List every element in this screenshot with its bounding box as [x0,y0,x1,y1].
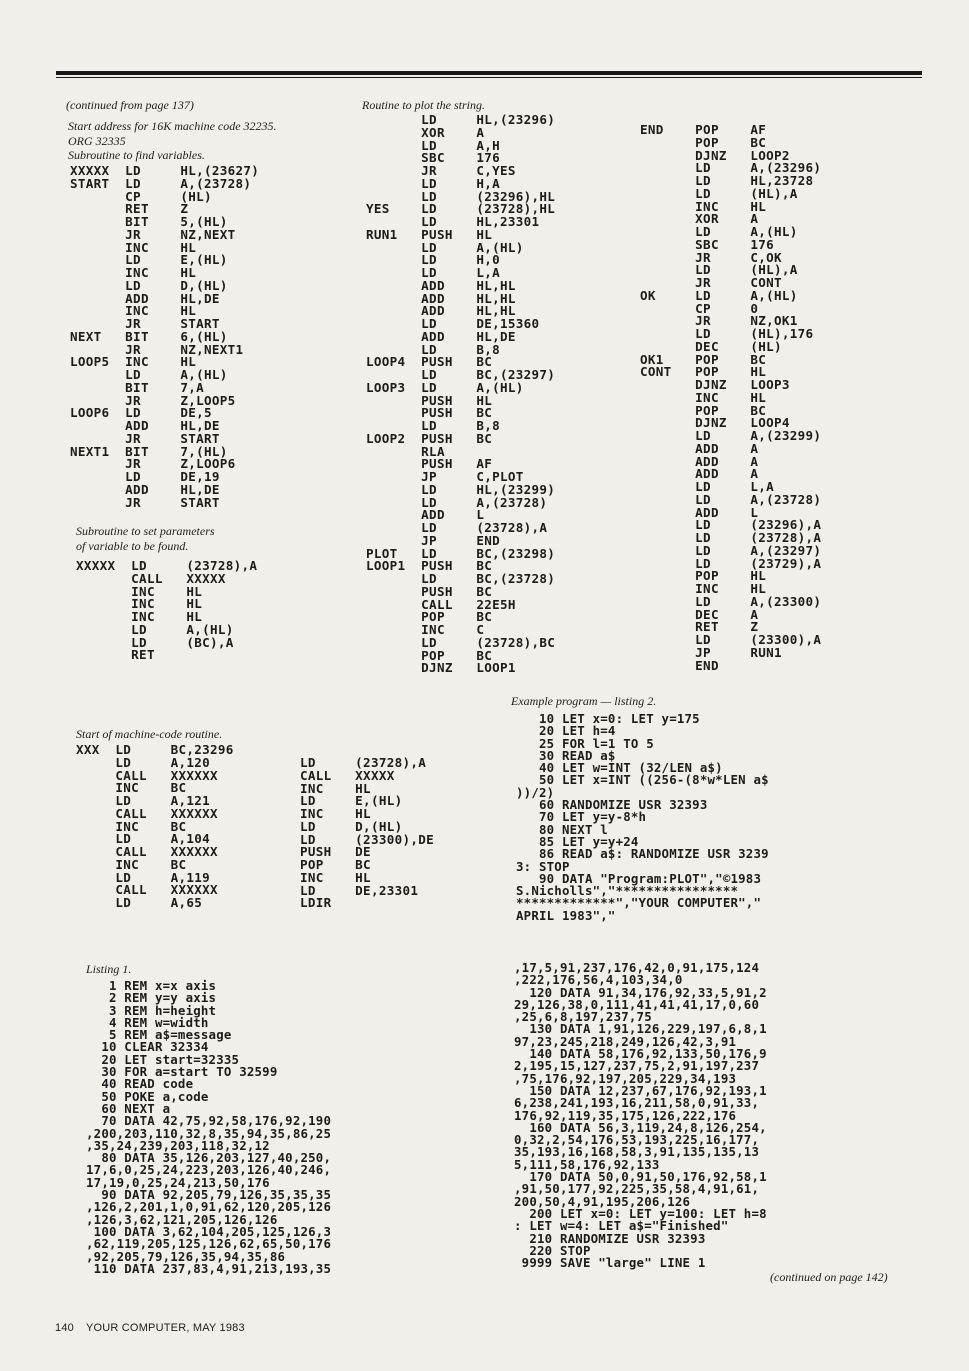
code-line: ADD A [640,466,759,482]
code-line: LD HL,(23296) [366,112,556,127]
code-line: LOOP1 PUSH BC [366,558,493,574]
page-number: 140 [55,1322,74,1334]
code-line: 30 FOR a=start TO 32599 [86,1064,278,1080]
code-line: 6,238,241,193,16,211,58,0,91,33, [514,1095,760,1111]
code-line: LD A,119 [76,869,210,885]
code-line: JR Z,LOOP5 [70,392,236,408]
code-line: 130 DATA 1,91,126,229,197,6,8,1 [514,1021,767,1037]
code-line: ,75,176,92,197,205,229,34,193 [514,1070,737,1086]
code-line: END [640,657,719,673]
code-line: INC HL [300,806,371,821]
code-line: NEXT BIT 6,(HL) [70,328,228,344]
code-line: DJNZ LOOP3 [640,377,790,392]
code-line: 3 REM h=height [86,1002,217,1018]
code-line: 120 DATA 91,34,176,92,33,5,91,2 [514,984,767,1000]
code-line: INC C [366,622,485,637]
code-line: CALL XXXXX [76,570,226,586]
caption-example-program: Example program — listing 2. [511,694,657,708]
code-line: JR START [70,430,220,446]
code-line: INC BC [76,856,187,872]
code-line: CP (HL) [70,188,212,204]
code-line: JR NZ,NEXT1 [70,341,244,357]
code-line: XXXXX LD HL,(23627) [70,163,260,178]
code-line: CALL XXXXXX [76,882,218,898]
code-set-parameters [76,560,257,662]
code-plot-string-part2 [640,124,821,672]
code-line: 20 LET start=32335 [86,1051,240,1067]
code-line: ,35,24,239,203,118,32,12 [86,1137,270,1153]
caption-listing-1: Listing 1. [86,962,132,976]
code-line: ,91,50,177,92,225,35,58,4,91,61, [514,1181,760,1197]
code-line: XXXXX LD (23728),A [76,558,258,573]
code-line: 0,32,2,54,176,53,193,225,16,177, [514,1132,760,1148]
code-line: ,126,2,201,1,0,91,62,120,205,126 [86,1199,332,1215]
code-line: SBC 176 [366,150,500,166]
code-line: 90 DATA "Program:PLOT","©1983 [516,870,762,886]
caption-continued-from: (continued from page 137) [66,98,194,112]
caption-find-variables: Subroutine to find variables. [68,148,205,162]
code-line: APRIL 1983"," [516,907,616,923]
code-line: 60 NEXT a [86,1100,171,1116]
code-line: INC HL [70,265,197,280]
magazine-issue: YOUR COMPUTER, MAY 1983 [85,1322,245,1334]
code-line: LD A,120 [76,754,210,770]
code-line: RUN1 PUSH HL [366,226,493,242]
code-line: *************","YOUR COMPUTER"," [516,895,762,911]
code-line: JR CONT [640,275,782,290]
code-line: 20 LET h=4 [516,723,616,739]
code-line: PUSH BC [366,405,493,421]
code-line: RET Z [70,201,189,217]
code-line: CALL XXXXXX [76,844,218,859]
code-line: CALL XXXXXX [76,767,218,783]
code-line: : LET w=4: LET a$="Finished" [514,1218,729,1234]
code-line: JR START [70,316,220,331]
code-line: LD L,A [366,265,500,280]
code-line: ADD L [366,507,485,523]
code-line: DJNZ LOOP4 [640,415,790,431]
code-line: DEC A [640,606,759,622]
code-line: 9999 SAVE "large" LINE 1 [514,1255,706,1271]
code-line: INC HL [640,389,767,405]
code-line: INC HL [70,239,197,255]
code-line: PLOT LD BC,(23298) [366,545,556,561]
code-line: 17,6,0,25,24,223,203,126,40,246, [86,1162,332,1178]
caption-start-address: Start address for 16K machine code 32235. [68,119,277,133]
code-line: 176,92,119,35,175,126,222,176 [514,1107,737,1123]
code-line: PUSH AF [366,456,493,472]
code-line: LOOP2 PUSH BC [366,430,493,446]
code-line: 2 REM y=y axis [86,990,217,1006]
code-line: LD (23728),A [366,520,548,535]
code-line: LD (23728),A [300,755,427,770]
code-line: ,25,6,8,197,237,75 [514,1009,652,1025]
code-line: 110 DATA 237,83,4,91,213,193,35 [86,1260,332,1276]
code-line: LD HL,23301 [366,214,540,229]
header-rule [56,71,922,75]
code-line: ADD A [640,453,759,469]
code-line: ,62,119,205,125,126,62,65,50,176 [86,1236,332,1252]
code-line: INC HL [76,609,203,624]
listing-1-continued [514,962,767,1269]
code-line: LD (23728),BC [366,634,556,650]
code-line: 210 RANDOMIZE USR 32393 [514,1230,706,1246]
code-find-variables [70,165,259,509]
code-line: LD D,(HL) [70,277,228,293]
code-line: 10 LET x=0: LET y=175 [516,711,700,726]
code-line: 29,126,38,0,111,41,41,41,17,0,60 [514,996,760,1012]
code-line: S.Nicholls","**************** [516,883,739,899]
code-line: LD (23296),HL [366,188,556,204]
code-line: 140 DATA 58,176,92,133,50,176,9 [514,1046,767,1062]
code-line: RET [76,647,155,663]
code-line: LD L,A [640,479,774,494]
code-line: CALL XXXXX [300,767,395,783]
code-line: LOOP6 LD DE,5 [70,405,212,421]
code-line: DEC (HL) [640,338,782,354]
code-line: 30 READ a$ [516,747,616,763]
code-line: LD DE,19 [70,469,220,484]
caption-start-mc: Start of machine-code routine. [76,727,223,741]
code-line: 70 DATA 42,75,92,58,176,92,190 [86,1113,332,1129]
code-line: LD A,(HL) [366,239,524,255]
code-line: LD BC,(23297) [366,367,556,382]
code-line: ADD HL,HL [366,290,516,306]
code-line: ADD A [640,440,759,456]
page-footer [55,1322,257,1334]
code-line: INC HL [300,869,371,885]
code-line: JR NZ,NEXT [70,226,236,242]
code-start-mc-part2 [300,757,434,910]
code-line: LD A,(23296) [640,160,822,176]
code-line: JR C,YES [366,163,516,178]
code-line: 4 REM w=width [86,1014,209,1030]
code-line: 17,19,0,25,24,213,50,176 [86,1174,270,1190]
code-line: CP 0 [640,300,759,316]
code-line: LD DE,15360 [366,316,540,331]
code-line: OK LD A,(HL) [640,287,798,303]
code-line: LDIR [300,895,332,911]
code-line: BIT 5,(HL) [70,214,228,229]
code-line: POP BC [366,647,493,663]
code-line: 10 CLEAR 32334 [86,1039,209,1055]
code-line: LD A,121 [76,793,210,808]
code-line: LOOP4 PUSH BC [366,354,493,370]
code-line: START LD A,(23728) [70,175,252,191]
code-line: 50 POKE a,code [86,1088,209,1104]
code-line: ,200,203,110,32,8,35,94,35,86,25 [86,1125,332,1141]
code-line: 80 DATA 35,126,203,127,40,250, [86,1150,332,1166]
code-line: ADD HL,HL [366,277,516,293]
code-line: LD DE,23301 [300,882,419,898]
code-line: LD E,(HL) [300,793,403,809]
code-line: RLA [366,443,445,459]
code-line: ADD HL,HL [366,303,516,319]
code-line: CONT POP HL [640,364,767,380]
code-line: JP END [366,532,500,548]
code-line: INC BC [76,818,187,834]
listing-2 [516,713,769,922]
code-line: INC HL [640,581,767,596]
code-line: LD A,(23728) [366,494,548,510]
code-line: LD H,0 [366,252,500,268]
code-line: ADD HL,DE [70,290,220,306]
code-line: 170 DATA 50,0,91,50,176,92,58,1 [514,1169,767,1185]
code-line: ADD HL,DE [70,418,220,433]
code-line: ADD HL,DE [70,481,220,497]
code-line: 1 REM x=x axis [86,978,217,993]
code-line: ,126,3,62,121,205,126,126 [86,1211,278,1227]
code-line: RET Z [640,619,759,635]
code-line: JP RUN1 [640,644,782,660]
code-line: JR START [70,494,220,510]
code-line: END POP AF [640,122,767,137]
code-line: LD (BC),A [76,634,234,650]
code-line: PUSH HL [366,392,493,408]
code-line: LD A,(23300) [640,593,822,609]
code-line: INC HL [640,198,767,214]
code-line: JR C,OK [640,249,782,265]
code-line: OK1 POP BC [640,351,767,367]
code-line: LD B,8 [366,341,500,357]
code-line: LD A,(HL) [76,621,234,637]
listing-1 [86,980,331,1275]
code-line: 200 LET x=0: LET y=100: LET h=8 [514,1205,767,1221]
code-line: LD D,(HL) [300,818,403,834]
code-line: INC HL [300,780,371,796]
code-line: LD (HL),A [640,262,798,278]
code-line: ,92,205,79,126,35,94,35,86 [86,1248,286,1264]
code-line: LD (HL),A [640,185,798,201]
code-line: 5,111,58,176,92,133 [514,1156,660,1172]
code-line: XOR A [640,211,759,227]
code-line: LOOP5 INC HL [70,354,197,370]
code-line: 2,195,15,127,237,75,2,91,197,237 [514,1058,760,1074]
code-line: POP BC [300,857,371,872]
code-line: 100 DATA 3,62,104,205,125,126,3 [86,1223,332,1239]
caption-continued-on: (continued on page 142) [770,1270,888,1284]
code-line: INC BC [76,780,187,796]
code-line: LD A,(HL) [70,367,228,382]
code-line: XXX LD BC,23296 [76,742,234,757]
code-line: PUSH DE [300,844,371,860]
code-line: SBC 176 [640,236,774,252]
code-line: LD (23300),A [640,632,822,647]
code-line: LD A,(HL) [640,224,798,239]
code-line: 25 FOR l=1 TO 5 [516,735,654,751]
code-line: NEXT1 BIT 7,(HL) [70,443,228,459]
code-line: 50 LET x=INT ((256-(8*w*LEN a$ [516,772,769,788]
code-line: JR NZ,OK1 [640,313,798,329]
code-line: BIT 7,A [70,379,204,395]
code-line: PUSH BC [366,583,493,599]
code-line: XOR A [366,124,485,140]
code-line: 85 LET y=y+24 [516,833,639,849]
code-line: LD (23300),DE [300,831,434,847]
code-line: 220 STOP [514,1242,591,1258]
code-line: 90 DATA 92,205,79,126,35,35,35 [86,1187,332,1203]
code-line: LD A,65 [76,895,203,910]
code-line: LD A,H [366,137,500,153]
code-line: DJNZ LOOP1 [366,660,516,676]
code-line: LD B,8 [366,418,500,433]
code-line: 97,23,245,218,249,126,42,3,91 [514,1033,737,1049]
code-line: DJNZ LOOP2 [640,147,790,163]
code-line: LD H,A [366,175,500,191]
code-line: INC HL [76,596,203,612]
code-line: LD (HL),176 [640,326,814,341]
code-line: 200,50,4,91,195,206,126 [514,1193,691,1209]
code-line: YES LD (23728),HL [366,201,556,217]
code-line: LD A,(23299) [640,428,822,443]
code-line: 60 RANDOMIZE USR 32393 [516,797,708,813]
code-line: ADD HL,DE [366,328,516,344]
code-line: CALL 22E5H [366,596,516,612]
code-line: 150 DATA 12,237,67,176,92,193,1 [514,1082,767,1098]
code-start-mc-part1 [76,744,234,910]
code-line: ))/2) [516,784,555,800]
code-line: 70 LET y=y-8*h [516,809,647,825]
code-line: 35,193,16,168,58,3,91,135,135,13 [514,1144,760,1160]
code-line: POP BC [640,134,767,150]
caption-org: ORG 32335 [68,134,126,148]
code-line: LD (23296),A [640,517,822,533]
code-line: ,17,5,91,237,176,42,0,91,175,124 [514,960,760,975]
code-line: POP HL [640,568,767,584]
code-line: POP BC [366,609,493,625]
code-line: INC HL [70,303,197,319]
code-line: 5 REM a$=message [86,1027,232,1043]
code-line: LD (23729),A [640,555,822,571]
code-line: 3: STOP [516,858,570,874]
code-line: CALL XXXXXX [76,805,218,821]
code-line: LD A,104 [76,831,210,847]
code-line: LD E,(HL) [70,252,228,268]
code-line: 86 READ a$: RANDOMIZE USR 3239 [516,846,769,862]
code-line: JP C,PLOT [366,469,524,484]
header-rule-thin [56,77,922,78]
code-line: LD BC,(23728) [366,571,556,586]
code-line: POP BC [640,402,767,418]
code-line: ,222,176,56,4,103,34,0 [514,972,683,988]
code-line: ADD L [640,504,759,520]
code-line: LD HL,(23299) [366,481,556,497]
code-line: LOOP3 LD A,(HL) [366,379,524,395]
code-line: 40 LET w=INT (32/LEN a$) [516,760,723,776]
code-line: JR Z,LOOP6 [70,456,236,472]
code-line: LD A,(23297) [640,542,822,558]
code-line: LD A,(23728) [640,491,822,507]
code-plot-string-part1 [366,114,555,675]
code-line: INC HL [76,583,203,599]
code-line: LD (23728),A [640,530,822,545]
code-line: 160 DATA 56,3,119,24,8,126,254, [514,1119,767,1135]
caption-plot-string: Routine to plot the string. [362,98,485,112]
caption-set-parameters: Subroutine to set parameters of variable to be found. [76,524,215,553]
code-line: 80 NEXT l [516,821,608,837]
code-line: 40 READ code [86,1076,194,1092]
code-line: LD HL,23728 [640,173,814,188]
